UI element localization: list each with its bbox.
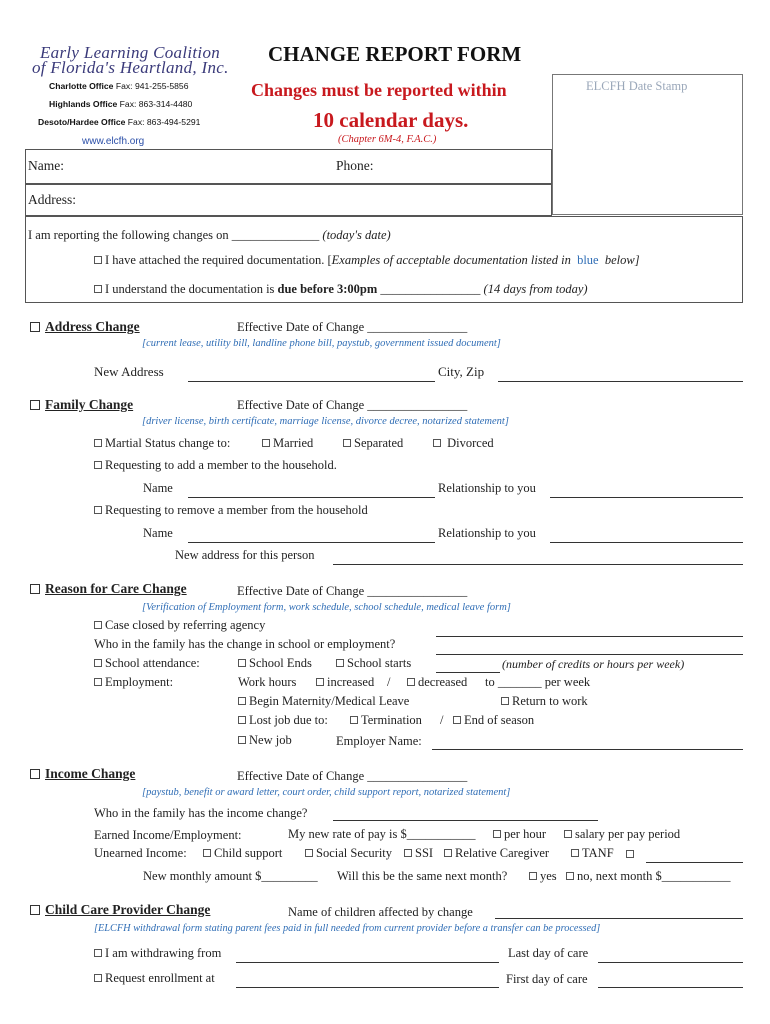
other-income-checkbox-wrap[interactable] [626,846,637,862]
date-stamp-label: ELCFH Date Stamp [586,79,688,93]
deadline-line2: 10 calendar days. [313,108,469,132]
office-charlotte: Charlotte Office Fax: 941-255-5856 [49,81,189,91]
name-field-label[interactable]: Name: [28,158,64,173]
address-box [25,184,552,216]
deadline-line1: Changes must be reported within [251,80,507,100]
chapter-reference: (Chapter 6M-4, F.A.C.) [338,134,437,145]
end-season-option[interactable]: End of season [453,713,534,728]
office-desoto-hardee: Desoto/Hardee Office Fax: 863-494-5291 [38,117,201,127]
remove-member-name-input[interactable] [188,542,435,543]
who-income-input[interactable] [333,820,598,821]
marital-status-row: Martial Status change to: [94,436,230,451]
documentation-due-row[interactable]: I understand the documentation is due before 3:00pm ________________ (14 days from today) [94,282,588,297]
name-phone-box [25,149,552,184]
decreased-option[interactable]: decreased [407,675,467,690]
relative-caregiver-option[interactable]: Relative Caregiver [444,846,549,861]
add-member-name-input[interactable] [188,497,435,498]
who-school-input-2[interactable] [436,654,743,655]
remove-member-checkbox[interactable] [94,506,102,514]
care-change-heading[interactable]: Reason for Care Change [30,581,187,597]
new-address-label: New Address [94,364,164,379]
documentation-attached-checkbox[interactable] [94,256,102,264]
documentation-due-checkbox[interactable] [94,285,102,293]
tanf-checkbox[interactable] [571,849,579,857]
provider-change-heading[interactable]: Child Care Provider Change [30,902,210,918]
add-member-relationship-label: Relationship to you [438,481,536,495]
who-school-input-1[interactable] [436,636,743,637]
last-day-input[interactable] [598,962,743,963]
phone-field-label[interactable]: Phone: [336,158,374,173]
new-address-input[interactable] [188,381,435,382]
provider-change-checkbox[interactable] [30,905,40,915]
withdrawing-row[interactable]: I am withdrawing from [94,946,221,961]
children-affected-input[interactable] [495,918,743,919]
same-next-month-label: Will this be the same next month? [337,869,508,883]
end-season-checkbox[interactable] [453,716,461,724]
separated-checkbox[interactable] [343,439,351,447]
org-logo-line2: of Florida's Heartland, Inc. [32,58,229,77]
family-effective-date[interactable]: Effective Date of Change ________________ [237,398,468,412]
add-member-row[interactable]: Requesting to add a member to the household. [94,458,337,473]
social-security-option[interactable]: Social Security [305,846,392,861]
children-affected-label: Name of children affected by change [288,905,473,919]
add-member-relationship-input[interactable] [550,497,743,498]
ssi-option[interactable]: SSI [404,846,433,861]
child-support-option[interactable]: Child support [203,846,282,861]
income-change-heading[interactable]: Income Change [30,766,135,782]
relative-caregiver-checkbox[interactable] [444,849,452,857]
add-member-name-label: Name [143,481,173,495]
salary-option[interactable]: salary per pay period [564,827,680,842]
first-day-label: First day of care [506,972,588,986]
employer-name-label: Employer Name: [336,734,422,748]
date-stamp-box [552,74,743,215]
yes-option[interactable]: yes [529,869,557,884]
first-day-input[interactable] [598,987,743,988]
increased-checkbox[interactable] [316,678,324,686]
form-title: CHANGE REPORT FORM [268,42,522,66]
work-hours-label: Work hours [238,675,297,689]
new-address-person-label: New address for this person [175,548,315,562]
last-day-label: Last day of care [508,946,589,960]
termination-option[interactable]: Termination [350,713,422,728]
no-next-month-option[interactable]: no, next month $___________ [566,869,730,884]
new-rate-input[interactable]: My new rate of pay is $___________ [288,827,476,841]
remove-member-relationship-label: Relationship to you [438,526,536,540]
maternity-option[interactable]: Begin Maternity/Medical Leave [238,694,409,709]
earned-income-label: Earned Income/Employment: [94,828,242,842]
remove-member-relationship-input[interactable] [550,542,743,543]
employer-name-input[interactable] [432,749,743,750]
who-income-label: Who in the family has the income change? [94,806,308,820]
married-checkbox[interactable] [262,439,270,447]
lost-job-checkbox[interactable] [238,716,246,724]
new-job-option[interactable]: New job [238,733,292,748]
care-effective-date[interactable]: Effective Date of Change ________________ [237,584,468,598]
unearned-income-label: Unearned Income: [94,846,187,860]
withdrawing-provider-input[interactable] [236,962,499,963]
income-docs-note: [paystub, benefit or award letter, court order, child support report, notarized statement] [142,787,511,798]
care-change-checkbox[interactable] [30,584,40,594]
school-ends-option[interactable]: School Ends [238,656,312,671]
per-hour-checkbox[interactable] [493,830,501,838]
other-income-checkbox[interactable] [626,850,634,858]
address-effective-date[interactable]: Effective Date of Change ________________ [237,320,468,334]
employment-checkbox[interactable] [94,678,102,686]
child-support-checkbox[interactable] [203,849,211,857]
marital-checkbox[interactable] [94,439,102,447]
address-field-label[interactable]: Address: [28,192,76,207]
school-attendance-checkbox[interactable] [94,659,102,667]
enrollment-row[interactable]: Request enrollment at [94,971,215,986]
employment-row[interactable]: Employment: [94,675,173,690]
school-ends-checkbox[interactable] [238,659,246,667]
per-hour-option[interactable]: per hour [493,827,546,842]
other-income-input[interactable] [646,862,743,863]
city-zip-input[interactable] [498,381,743,382]
social-security-checkbox[interactable] [305,849,313,857]
decreased-checkbox[interactable] [407,678,415,686]
termination-checkbox[interactable] [350,716,358,724]
ssi-checkbox[interactable] [404,849,412,857]
documentation-attached-row[interactable]: I have attached the required documentation. [Examples of acceptable documentation listed in blue below] [94,253,640,268]
lost-job-slash: / [440,713,444,727]
new-job-checkbox[interactable] [238,736,246,744]
city-zip-label: City, Zip [438,364,485,379]
case-closed-row[interactable]: Case closed by referring agency [94,618,265,633]
credits-hours-input[interactable] [436,672,500,673]
increased-option[interactable]: increased [316,675,374,690]
no-checkbox[interactable] [566,872,574,880]
enrollment-checkbox[interactable] [94,974,102,982]
tanf-option[interactable]: TANF [571,846,614,861]
enrollment-provider-input[interactable] [236,987,499,988]
hours-slash: / [387,675,391,689]
remove-member-name-label: Name [143,526,173,540]
hours-per-week[interactable]: to _______ per week [485,675,591,689]
website-link[interactable]: www.elcfh.org [82,136,145,147]
org-logo-line1: Early Learning Coalition [40,43,221,62]
remove-member-row[interactable]: Requesting to remove a member from the household [94,503,368,518]
separated-option[interactable]: Separated [343,436,403,451]
credits-hours-note: (number of credits or hours per week) [502,657,685,671]
family-docs-note: [driver license, birth certificate, marriage license, divorce decree, notarized statement] [142,416,509,427]
family-change-heading[interactable]: Family Change [30,397,133,413]
lost-job-option[interactable]: Lost job due to: [238,713,328,728]
school-attendance-row[interactable]: School attendance: [94,656,200,671]
yes-checkbox[interactable] [529,872,537,880]
office-highlands: Highlands Office Fax: 863-314-4480 [49,99,193,109]
salary-checkbox[interactable] [564,830,572,838]
income-effective-date[interactable]: Effective Date of Change ________________ [237,769,468,783]
school-starts-checkbox[interactable] [336,659,344,667]
address-docs-note: [current lease, utility bill, landline phone bill, paystub, government issued document] [142,338,501,349]
reporting-date-line: I am reporting the following changes on ______________ (today's date) [28,228,391,242]
return-work-checkbox[interactable] [501,697,509,705]
address-change-heading[interactable]: Address Change [30,319,140,335]
family-change-checkbox[interactable] [30,400,40,410]
income-change-checkbox[interactable] [30,769,40,779]
divorced-option[interactable]: Divorced [433,436,494,451]
care-docs-note: [Verification of Employment form, work schedule, school schedule, medical leave form] [142,602,511,613]
provider-docs-note: [ELCFH withdrawal form stating parent fees paid in full needed from current provider before a transfer can be processed] [94,923,601,934]
school-starts-option[interactable]: School starts [336,656,411,671]
withdrawing-checkbox[interactable] [94,949,102,957]
return-work-option[interactable]: Return to work [501,694,588,709]
add-member-checkbox[interactable] [94,461,102,469]
address-change-checkbox[interactable] [30,322,40,332]
divorced-checkbox[interactable] [433,439,441,447]
maternity-checkbox[interactable] [238,697,246,705]
new-address-person-input[interactable] [333,564,743,565]
monthly-amount-input[interactable]: New monthly amount $_________ [143,869,318,883]
who-school-employment-label: Who in the family has the change in school or employment? [94,637,396,651]
married-option[interactable]: Married [262,436,313,451]
case-closed-checkbox[interactable] [94,621,102,629]
